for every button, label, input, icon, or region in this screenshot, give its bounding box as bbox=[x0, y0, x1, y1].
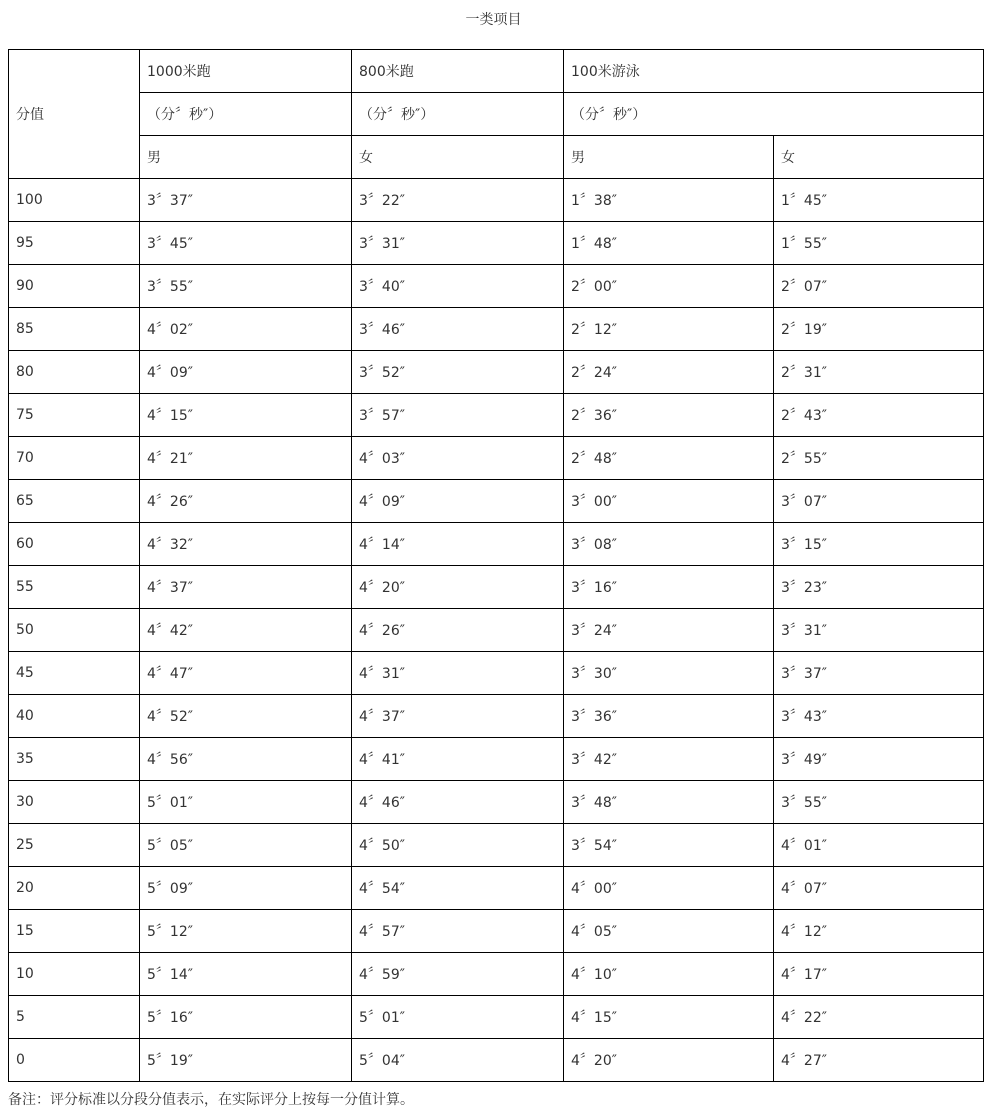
swim-100m-female-cell: 1〞55″ bbox=[774, 222, 984, 265]
table-row bbox=[9, 824, 984, 867]
swim-100m-female-cell: 4〞01″ bbox=[774, 824, 984, 867]
score-cell: 100 bbox=[9, 179, 140, 222]
score-table bbox=[8, 49, 984, 1082]
gender-1000m-run: 男 bbox=[140, 136, 352, 179]
score-cell: 90 bbox=[9, 265, 140, 308]
swim-100m-female-cell: 3〞23″ bbox=[774, 566, 984, 609]
run-800m-female-cell: 4〞31″ bbox=[352, 652, 564, 695]
swim-100m-male-cell: 1〞38″ bbox=[564, 179, 774, 222]
table-row bbox=[9, 308, 984, 351]
run-800m-female-cell: 3〞31″ bbox=[352, 222, 564, 265]
swim-100m-female-cell: 4〞22″ bbox=[774, 996, 984, 1039]
run-800m-female-cell: 4〞50″ bbox=[352, 824, 564, 867]
score-cell: 40 bbox=[9, 695, 140, 738]
table-row bbox=[9, 437, 984, 480]
run-800m-female-cell: 4〞14″ bbox=[352, 523, 564, 566]
swim-100m-male-cell: 4〞10″ bbox=[564, 953, 774, 996]
table-row bbox=[9, 265, 984, 308]
run-1000m-male-cell: 5〞19″ bbox=[140, 1039, 352, 1082]
table-row bbox=[9, 523, 984, 566]
swim-100m-male-cell: 3〞24″ bbox=[564, 609, 774, 652]
run-1000m-male-cell: 3〞45″ bbox=[140, 222, 352, 265]
run-800m-female-cell: 4〞03″ bbox=[352, 437, 564, 480]
score-cell: 70 bbox=[9, 437, 140, 480]
swim-100m-male-cell: 2〞48″ bbox=[564, 437, 774, 480]
run-1000m-male-cell: 4〞52″ bbox=[140, 695, 352, 738]
run-1000m-male-cell: 3〞55″ bbox=[140, 265, 352, 308]
swim-100m-female-cell: 4〞12″ bbox=[774, 910, 984, 953]
swim-100m-female-cell: 3〞15″ bbox=[774, 523, 984, 566]
gender-100m-swim-female: 女 bbox=[774, 136, 984, 179]
run-1000m-male-cell: 4〞37″ bbox=[140, 566, 352, 609]
run-800m-female-cell: 4〞46″ bbox=[352, 781, 564, 824]
table-row bbox=[9, 1039, 984, 1082]
score-cell: 30 bbox=[9, 781, 140, 824]
table-row bbox=[9, 480, 984, 523]
table-row bbox=[9, 179, 984, 222]
swim-100m-male-cell: 4〞20″ bbox=[564, 1039, 774, 1082]
run-800m-female-cell: 4〞09″ bbox=[352, 480, 564, 523]
run-1000m-male-cell: 4〞15″ bbox=[140, 394, 352, 437]
table-row bbox=[9, 652, 984, 695]
score-cell: 20 bbox=[9, 867, 140, 910]
table-row bbox=[9, 738, 984, 781]
run-800m-female-cell: 4〞37″ bbox=[352, 695, 564, 738]
table-row bbox=[9, 394, 984, 437]
table-row bbox=[9, 609, 984, 652]
swim-100m-female-cell: 1〞45″ bbox=[774, 179, 984, 222]
swim-100m-male-cell: 3〞00″ bbox=[564, 480, 774, 523]
table-row bbox=[9, 910, 984, 953]
unit-100m-swim: （分〞秒″） bbox=[564, 93, 984, 136]
swim-100m-male-cell: 2〞36″ bbox=[564, 394, 774, 437]
run-800m-female-cell: 4〞54″ bbox=[352, 867, 564, 910]
swim-100m-male-cell: 2〞24″ bbox=[564, 351, 774, 394]
unit-1000m-run: （分〞秒″） bbox=[140, 93, 352, 136]
header-800m-run: 800米跑 bbox=[352, 50, 564, 93]
table-row bbox=[9, 953, 984, 996]
run-1000m-male-cell: 4〞47″ bbox=[140, 652, 352, 695]
swim-100m-female-cell: 3〞31″ bbox=[774, 609, 984, 652]
swim-100m-female-cell: 2〞43″ bbox=[774, 394, 984, 437]
swim-100m-female-cell: 4〞07″ bbox=[774, 867, 984, 910]
run-800m-female-cell: 4〞20″ bbox=[352, 566, 564, 609]
swim-100m-female-cell: 3〞37″ bbox=[774, 652, 984, 695]
score-cell: 80 bbox=[9, 351, 140, 394]
page-title: 一类项目 bbox=[465, 12, 522, 28]
swim-100m-male-cell: 3〞16″ bbox=[564, 566, 774, 609]
swim-100m-male-cell: 4〞05″ bbox=[564, 910, 774, 953]
table-row bbox=[9, 695, 984, 738]
score-cell: 95 bbox=[9, 222, 140, 265]
run-800m-female-cell: 3〞57″ bbox=[352, 394, 564, 437]
swim-100m-male-cell: 3〞48″ bbox=[564, 781, 774, 824]
score-cell: 85 bbox=[9, 308, 140, 351]
score-cell: 60 bbox=[9, 523, 140, 566]
gender-100m-swim-male: 男 bbox=[564, 136, 774, 179]
run-800m-female-cell: 5〞04″ bbox=[352, 1039, 564, 1082]
footnote: 备注：评分标准以分段分值表示，在实际评分上按每一分值计算。 bbox=[8, 1092, 414, 1108]
score-cell: 65 bbox=[9, 480, 140, 523]
table-row bbox=[9, 867, 984, 910]
run-1000m-male-cell: 4〞09″ bbox=[140, 351, 352, 394]
swim-100m-female-cell: 2〞07″ bbox=[774, 265, 984, 308]
run-800m-female-cell: 5〞01″ bbox=[352, 996, 564, 1039]
run-1000m-male-cell: 5〞14″ bbox=[140, 953, 352, 996]
swim-100m-male-cell: 3〞08″ bbox=[564, 523, 774, 566]
score-cell: 45 bbox=[9, 652, 140, 695]
score-cell: 50 bbox=[9, 609, 140, 652]
swim-100m-female-cell: 2〞31″ bbox=[774, 351, 984, 394]
run-1000m-male-cell: 4〞42″ bbox=[140, 609, 352, 652]
swim-100m-female-cell: 3〞43″ bbox=[774, 695, 984, 738]
run-1000m-male-cell: 4〞26″ bbox=[140, 480, 352, 523]
score-column-header: 分值 bbox=[9, 50, 140, 179]
run-800m-female-cell: 3〞46″ bbox=[352, 308, 564, 351]
swim-100m-male-cell: 2〞12″ bbox=[564, 308, 774, 351]
score-cell: 55 bbox=[9, 566, 140, 609]
swim-100m-male-cell: 3〞36″ bbox=[564, 695, 774, 738]
score-cell: 0 bbox=[9, 1039, 140, 1082]
header-100m-swim: 100米游泳 bbox=[564, 50, 984, 93]
run-800m-female-cell: 3〞40″ bbox=[352, 265, 564, 308]
table-row bbox=[9, 996, 984, 1039]
run-1000m-male-cell: 5〞16″ bbox=[140, 996, 352, 1039]
run-1000m-male-cell: 4〞02″ bbox=[140, 308, 352, 351]
swim-100m-female-cell: 2〞55″ bbox=[774, 437, 984, 480]
score-cell: 75 bbox=[9, 394, 140, 437]
swim-100m-male-cell: 4〞15″ bbox=[564, 996, 774, 1039]
swim-100m-male-cell: 3〞54″ bbox=[564, 824, 774, 867]
score-cell: 25 bbox=[9, 824, 140, 867]
swim-100m-female-cell: 4〞17″ bbox=[774, 953, 984, 996]
swim-100m-male-cell: 4〞00″ bbox=[564, 867, 774, 910]
run-1000m-male-cell: 4〞56″ bbox=[140, 738, 352, 781]
swim-100m-male-cell: 2〞00″ bbox=[564, 265, 774, 308]
run-800m-female-cell: 3〞22″ bbox=[352, 179, 564, 222]
run-800m-female-cell: 4〞57″ bbox=[352, 910, 564, 953]
header-row-gender bbox=[9, 136, 984, 179]
swim-100m-female-cell: 2〞19″ bbox=[774, 308, 984, 351]
run-800m-female-cell: 4〞59″ bbox=[352, 953, 564, 996]
run-1000m-male-cell: 5〞01″ bbox=[140, 781, 352, 824]
run-1000m-male-cell: 5〞12″ bbox=[140, 910, 352, 953]
swim-100m-female-cell: 3〞07″ bbox=[774, 480, 984, 523]
score-cell: 15 bbox=[9, 910, 140, 953]
run-1000m-male-cell: 5〞09″ bbox=[140, 867, 352, 910]
score-cell: 10 bbox=[9, 953, 140, 996]
run-1000m-male-cell: 3〞37″ bbox=[140, 179, 352, 222]
run-800m-female-cell: 3〞52″ bbox=[352, 351, 564, 394]
swim-100m-male-cell: 3〞42″ bbox=[564, 738, 774, 781]
table-row bbox=[9, 566, 984, 609]
header-row-unit bbox=[9, 93, 984, 136]
score-table-body bbox=[9, 50, 984, 1082]
table-row bbox=[9, 222, 984, 265]
table-row bbox=[9, 781, 984, 824]
score-cell: 35 bbox=[9, 738, 140, 781]
header-1000m-run: 1000米跑 bbox=[140, 50, 352, 93]
run-1000m-male-cell: 4〞21″ bbox=[140, 437, 352, 480]
swim-100m-female-cell: 3〞49″ bbox=[774, 738, 984, 781]
run-800m-female-cell: 4〞41″ bbox=[352, 738, 564, 781]
table-row bbox=[9, 351, 984, 394]
swim-100m-female-cell: 3〞55″ bbox=[774, 781, 984, 824]
score-cell: 5 bbox=[9, 996, 140, 1039]
swim-100m-male-cell: 3〞30″ bbox=[564, 652, 774, 695]
run-800m-female-cell: 4〞26″ bbox=[352, 609, 564, 652]
unit-800m-run: （分〞秒″） bbox=[352, 93, 564, 136]
swim-100m-female-cell: 4〞27″ bbox=[774, 1039, 984, 1082]
swim-100m-male-cell: 1〞48″ bbox=[564, 222, 774, 265]
gender-800m-run: 女 bbox=[352, 136, 564, 179]
header-row-event bbox=[9, 50, 984, 93]
run-1000m-male-cell: 5〞05″ bbox=[140, 824, 352, 867]
run-1000m-male-cell: 4〞32″ bbox=[140, 523, 352, 566]
